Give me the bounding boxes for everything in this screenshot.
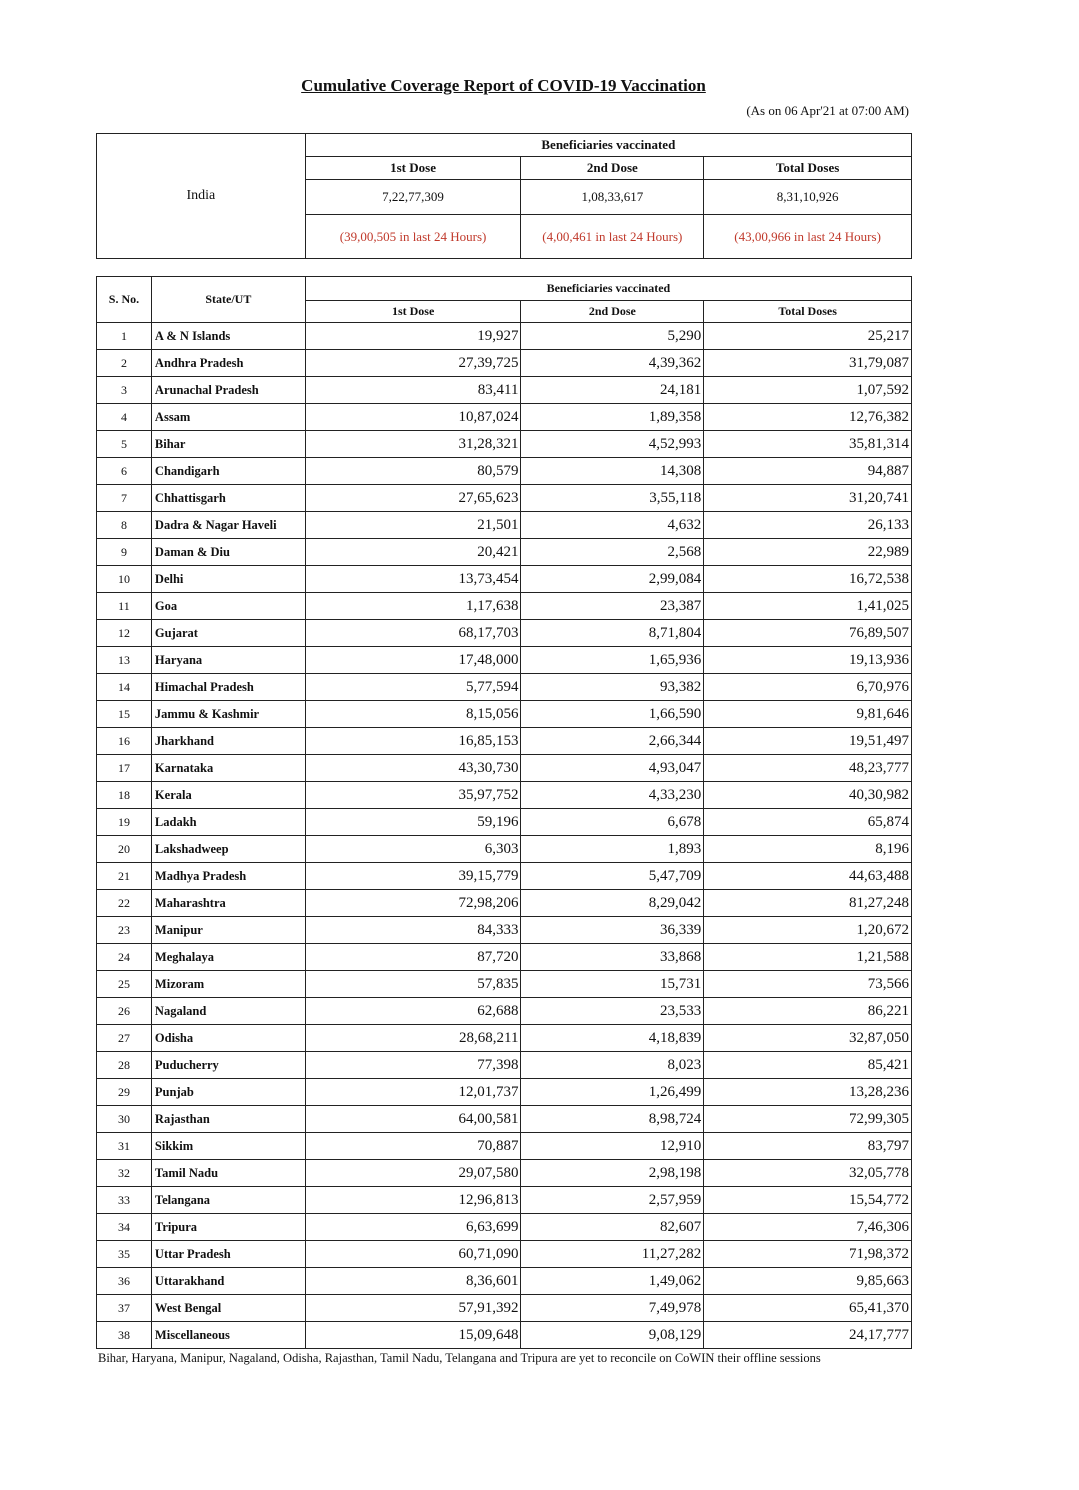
row-state-name: Uttarakhand (151, 1268, 305, 1295)
table-row (97, 431, 912, 458)
row-state-name: Miscellaneous (151, 1322, 305, 1349)
row-total-doses: 1,21,588 (704, 944, 912, 971)
row-total-doses: 35,81,314 (704, 431, 912, 458)
summary-table (96, 133, 912, 259)
row-total-doses: 72,99,305 (704, 1106, 912, 1133)
row-state-name: Tripura (151, 1214, 305, 1241)
row-2nd-dose: 4,39,362 (521, 350, 704, 377)
row-state-name: Sikkim (151, 1133, 305, 1160)
table-row (97, 404, 912, 431)
table-row (97, 593, 912, 620)
row-1st-dose: 60,71,090 (305, 1241, 521, 1268)
row-2nd-dose: 8,98,724 (521, 1106, 704, 1133)
row-serial-number: 18 (97, 782, 152, 809)
row-total-doses: 25,217 (704, 323, 912, 350)
row-state-name: Arunachal Pradesh (151, 377, 305, 404)
row-1st-dose: 84,333 (305, 917, 521, 944)
row-serial-number: 5 (97, 431, 152, 458)
col-header-sno: S. No. (97, 277, 152, 323)
summary-col-1st-dose: 1st Dose (305, 157, 521, 180)
row-1st-dose: 62,688 (305, 998, 521, 1025)
row-1st-dose: 39,15,779 (305, 863, 521, 890)
table-row (97, 944, 912, 971)
row-state-name: Karnataka (151, 755, 305, 782)
row-2nd-dose: 2,99,084 (521, 566, 704, 593)
row-state-name: Bihar (151, 431, 305, 458)
row-serial-number: 10 (97, 566, 152, 593)
table-row (97, 1160, 912, 1187)
row-state-name: Manipur (151, 917, 305, 944)
row-1st-dose: 31,28,321 (305, 431, 521, 458)
row-serial-number: 31 (97, 1133, 152, 1160)
row-2nd-dose: 15,731 (521, 971, 704, 998)
row-state-name: Odisha (151, 1025, 305, 1052)
row-2nd-dose: 36,339 (521, 917, 704, 944)
col-header-1st-dose: 1st Dose (305, 301, 521, 323)
row-1st-dose: 27,65,623 (305, 485, 521, 512)
row-2nd-dose: 5,290 (521, 323, 704, 350)
row-2nd-dose: 2,568 (521, 539, 704, 566)
row-2nd-dose: 8,71,804 (521, 620, 704, 647)
row-2nd-dose: 8,29,042 (521, 890, 704, 917)
table-row (97, 836, 912, 863)
row-state-name: West Bengal (151, 1295, 305, 1322)
row-total-doses: 32,05,778 (704, 1160, 912, 1187)
table-row (97, 539, 912, 566)
row-total-doses: 86,221 (704, 998, 912, 1025)
row-1st-dose: 80,579 (305, 458, 521, 485)
row-1st-dose: 5,77,594 (305, 674, 521, 701)
row-1st-dose: 43,30,730 (305, 755, 521, 782)
row-1st-dose: 68,17,703 (305, 620, 521, 647)
summary-region: India (97, 134, 306, 259)
row-state-name: A & N Islands (151, 323, 305, 350)
summary-2nd-dose-24h: (4,00,461 in last 24 Hours) (521, 215, 704, 259)
row-state-name: Andhra Pradesh (151, 350, 305, 377)
table-row (97, 1079, 912, 1106)
table-row (97, 566, 912, 593)
row-2nd-dose: 9,08,129 (521, 1322, 704, 1349)
row-2nd-dose: 4,18,839 (521, 1025, 704, 1052)
row-state-name: Lakshadweep (151, 836, 305, 863)
row-2nd-dose: 93,382 (521, 674, 704, 701)
row-total-doses: 9,81,646 (704, 701, 912, 728)
row-2nd-dose: 12,910 (521, 1133, 704, 1160)
row-serial-number: 14 (97, 674, 152, 701)
table-row (97, 1052, 912, 1079)
row-1st-dose: 72,98,206 (305, 890, 521, 917)
row-total-doses: 24,17,777 (704, 1322, 912, 1349)
row-1st-dose: 12,96,813 (305, 1187, 521, 1214)
row-serial-number: 34 (97, 1214, 152, 1241)
table-row (97, 512, 912, 539)
row-total-doses: 31,20,741 (704, 485, 912, 512)
row-1st-dose: 16,85,153 (305, 728, 521, 755)
row-state-name: Delhi (151, 566, 305, 593)
table-row (97, 1295, 912, 1322)
row-1st-dose: 70,887 (305, 1133, 521, 1160)
row-serial-number: 15 (97, 701, 152, 728)
summary-total-doses-value: 8,31,10,926 (704, 180, 912, 215)
table-row (97, 917, 912, 944)
row-serial-number: 37 (97, 1295, 152, 1322)
row-state-name: Gujarat (151, 620, 305, 647)
row-2nd-dose: 3,55,118 (521, 485, 704, 512)
as-of-date: (As on 06 Apr'21 at 07:00 AM) (746, 103, 909, 118)
row-state-name: Madhya Pradesh (151, 863, 305, 890)
table-row (97, 1133, 912, 1160)
row-1st-dose: 35,97,752 (305, 782, 521, 809)
row-serial-number: 38 (97, 1322, 152, 1349)
table-row (97, 323, 912, 350)
row-1st-dose: 21,501 (305, 512, 521, 539)
row-serial-number: 11 (97, 593, 152, 620)
row-2nd-dose: 8,023 (521, 1052, 704, 1079)
table-row (97, 485, 912, 512)
row-2nd-dose: 2,98,198 (521, 1160, 704, 1187)
row-serial-number: 2 (97, 350, 152, 377)
row-state-name: Telangana (151, 1187, 305, 1214)
row-total-doses: 32,87,050 (704, 1025, 912, 1052)
table-row (97, 1241, 912, 1268)
row-serial-number: 16 (97, 728, 152, 755)
row-serial-number: 23 (97, 917, 152, 944)
row-total-doses: 65,874 (704, 809, 912, 836)
row-2nd-dose: 1,49,062 (521, 1268, 704, 1295)
table-row (97, 1187, 912, 1214)
row-state-name: Assam (151, 404, 305, 431)
row-state-name: Maharashtra (151, 890, 305, 917)
report-title (0, 76, 1007, 96)
row-total-doses: 22,989 (704, 539, 912, 566)
row-1st-dose: 12,01,737 (305, 1079, 521, 1106)
table-row (97, 728, 912, 755)
row-state-name: Puducherry (151, 1052, 305, 1079)
row-1st-dose: 19,927 (305, 323, 521, 350)
row-serial-number: 26 (97, 998, 152, 1025)
table-row (97, 782, 912, 809)
row-2nd-dose: 4,52,993 (521, 431, 704, 458)
row-serial-number: 17 (97, 755, 152, 782)
row-serial-number: 8 (97, 512, 152, 539)
footnote: Bihar, Haryana, Manipur, Nagaland, Odisha, Rajasthan, Tamil Nadu, Telangana and Tripura are yet to reconcile on CoWIN their offline sessions (98, 1351, 821, 1365)
row-state-name: Himachal Pradesh (151, 674, 305, 701)
row-1st-dose: 20,421 (305, 539, 521, 566)
row-2nd-dose: 2,57,959 (521, 1187, 704, 1214)
summary-beneficiaries-header: Beneficiaries vaccinated (305, 134, 911, 157)
table-row (97, 809, 912, 836)
row-state-name: Dadra & Nagar Haveli (151, 512, 305, 539)
row-1st-dose: 64,00,581 (305, 1106, 521, 1133)
row-state-name: Goa (151, 593, 305, 620)
row-2nd-dose: 4,33,230 (521, 782, 704, 809)
summary-1st-dose-value: 7,22,77,309 (305, 180, 521, 215)
row-serial-number: 33 (97, 1187, 152, 1214)
table-row (97, 1322, 912, 1349)
row-serial-number: 36 (97, 1268, 152, 1295)
row-1st-dose: 10,87,024 (305, 404, 521, 431)
row-1st-dose: 57,91,392 (305, 1295, 521, 1322)
table-row (97, 458, 912, 485)
row-state-name: Kerala (151, 782, 305, 809)
row-1st-dose: 1,17,638 (305, 593, 521, 620)
row-serial-number: 27 (97, 1025, 152, 1052)
row-serial-number: 19 (97, 809, 152, 836)
row-2nd-dose: 11,27,282 (521, 1241, 704, 1268)
row-serial-number: 30 (97, 1106, 152, 1133)
row-2nd-dose: 24,181 (521, 377, 704, 404)
row-state-name: Ladakh (151, 809, 305, 836)
col-header-total-doses: Total Doses (704, 301, 912, 323)
summary-total-doses-24h: (43,00,966 in last 24 Hours) (704, 215, 912, 259)
row-1st-dose: 8,36,601 (305, 1268, 521, 1295)
row-total-doses: 8,196 (704, 836, 912, 863)
row-state-name: Punjab (151, 1079, 305, 1106)
row-serial-number: 22 (97, 890, 152, 917)
row-serial-number: 1 (97, 323, 152, 350)
row-total-doses: 12,76,382 (704, 404, 912, 431)
row-total-doses: 81,27,248 (704, 890, 912, 917)
row-state-name: Daman & Diu (151, 539, 305, 566)
row-1st-dose: 17,48,000 (305, 647, 521, 674)
table-row (97, 1106, 912, 1133)
row-1st-dose: 29,07,580 (305, 1160, 521, 1187)
row-state-name: Rajasthan (151, 1106, 305, 1133)
row-2nd-dose: 23,533 (521, 998, 704, 1025)
row-total-doses: 85,421 (704, 1052, 912, 1079)
row-total-doses: 31,79,087 (704, 350, 912, 377)
table-row (97, 1268, 912, 1295)
row-total-doses: 1,07,592 (704, 377, 912, 404)
row-total-doses: 1,20,672 (704, 917, 912, 944)
row-total-doses: 71,98,372 (704, 1241, 912, 1268)
row-1st-dose: 8,15,056 (305, 701, 521, 728)
row-total-doses: 26,133 (704, 512, 912, 539)
table-row (97, 1214, 912, 1241)
row-state-name: Chandigarh (151, 458, 305, 485)
row-2nd-dose: 5,47,709 (521, 863, 704, 890)
row-total-doses: 44,63,488 (704, 863, 912, 890)
row-serial-number: 32 (97, 1160, 152, 1187)
row-2nd-dose: 82,607 (521, 1214, 704, 1241)
table-row (97, 755, 912, 782)
table-row (97, 377, 912, 404)
row-total-doses: 9,85,663 (704, 1268, 912, 1295)
row-serial-number: 20 (97, 836, 152, 863)
row-total-doses: 19,13,936 (704, 647, 912, 674)
table-row (97, 674, 912, 701)
row-total-doses: 48,23,777 (704, 755, 912, 782)
row-total-doses: 13,28,236 (704, 1079, 912, 1106)
row-state-name: Nagaland (151, 998, 305, 1025)
row-2nd-dose: 14,308 (521, 458, 704, 485)
row-1st-dose: 87,720 (305, 944, 521, 971)
row-2nd-dose: 2,66,344 (521, 728, 704, 755)
summary-1st-dose-24h: (39,00,505 in last 24 Hours) (305, 215, 521, 259)
row-total-doses: 76,89,507 (704, 620, 912, 647)
col-header-beneficiaries: Beneficiaries vaccinated (305, 277, 911, 301)
summary-2nd-dose-value: 1,08,33,617 (521, 180, 704, 215)
row-2nd-dose: 4,632 (521, 512, 704, 539)
col-header-2nd-dose: 2nd Dose (521, 301, 704, 323)
row-total-doses: 65,41,370 (704, 1295, 912, 1322)
table-row (97, 1025, 912, 1052)
row-state-name: Haryana (151, 647, 305, 674)
row-1st-dose: 83,411 (305, 377, 521, 404)
table-row (97, 350, 912, 377)
table-row (97, 998, 912, 1025)
row-total-doses: 40,30,982 (704, 782, 912, 809)
row-serial-number: 21 (97, 863, 152, 890)
row-total-doses: 73,566 (704, 971, 912, 998)
row-serial-number: 35 (97, 1241, 152, 1268)
row-2nd-dose: 1,89,358 (521, 404, 704, 431)
table-row (97, 620, 912, 647)
row-total-doses: 94,887 (704, 458, 912, 485)
row-2nd-dose: 23,387 (521, 593, 704, 620)
summary-col-2nd-dose: 2nd Dose (521, 157, 704, 180)
row-serial-number: 12 (97, 620, 152, 647)
row-serial-number: 9 (97, 539, 152, 566)
row-total-doses: 7,46,306 (704, 1214, 912, 1241)
row-state-name: Jharkhand (151, 728, 305, 755)
table-row (97, 863, 912, 890)
row-2nd-dose: 1,66,590 (521, 701, 704, 728)
row-1st-dose: 59,196 (305, 809, 521, 836)
state-rows (97, 323, 912, 1349)
row-1st-dose: 27,39,725 (305, 350, 521, 377)
row-serial-number: 4 (97, 404, 152, 431)
row-total-doses: 16,72,538 (704, 566, 912, 593)
row-state-name: Chhattisgarh (151, 485, 305, 512)
row-state-name: Mizoram (151, 971, 305, 998)
table-row (97, 647, 912, 674)
row-total-doses: 19,51,497 (704, 728, 912, 755)
row-1st-dose: 28,68,211 (305, 1025, 521, 1052)
row-state-name: Meghalaya (151, 944, 305, 971)
row-serial-number: 29 (97, 1079, 152, 1106)
row-serial-number: 7 (97, 485, 152, 512)
row-serial-number: 25 (97, 971, 152, 998)
row-2nd-dose: 33,868 (521, 944, 704, 971)
row-2nd-dose: 7,49,978 (521, 1295, 704, 1322)
row-total-doses: 15,54,772 (704, 1187, 912, 1214)
table-row (97, 701, 912, 728)
row-2nd-dose: 1,893 (521, 836, 704, 863)
row-1st-dose: 77,398 (305, 1052, 521, 1079)
row-1st-dose: 6,63,699 (305, 1214, 521, 1241)
row-state-name: Jammu & Kashmir (151, 701, 305, 728)
row-serial-number: 6 (97, 458, 152, 485)
row-1st-dose: 13,73,454 (305, 566, 521, 593)
row-1st-dose: 6,303 (305, 836, 521, 863)
row-serial-number: 28 (97, 1052, 152, 1079)
row-serial-number: 24 (97, 944, 152, 971)
row-total-doses: 83,797 (704, 1133, 912, 1160)
row-2nd-dose: 4,93,047 (521, 755, 704, 782)
row-2nd-dose: 1,26,499 (521, 1079, 704, 1106)
row-2nd-dose: 6,678 (521, 809, 704, 836)
row-state-name: Uttar Pradesh (151, 1241, 305, 1268)
row-total-doses: 6,70,976 (704, 674, 912, 701)
row-1st-dose: 15,09,648 (305, 1322, 521, 1349)
table-row (97, 971, 912, 998)
row-state-name: Tamil Nadu (151, 1160, 305, 1187)
row-1st-dose: 57,835 (305, 971, 521, 998)
col-header-state: State/UT (151, 277, 305, 323)
table-row (97, 890, 912, 917)
row-serial-number: 13 (97, 647, 152, 674)
state-wise-table (96, 276, 912, 1349)
summary-col-total-doses: Total Doses (704, 157, 912, 180)
row-2nd-dose: 1,65,936 (521, 647, 704, 674)
row-serial-number: 3 (97, 377, 152, 404)
report-title-text: Cumulative Coverage Report of COVID-19 Vaccination (301, 76, 706, 95)
row-total-doses: 1,41,025 (704, 593, 912, 620)
